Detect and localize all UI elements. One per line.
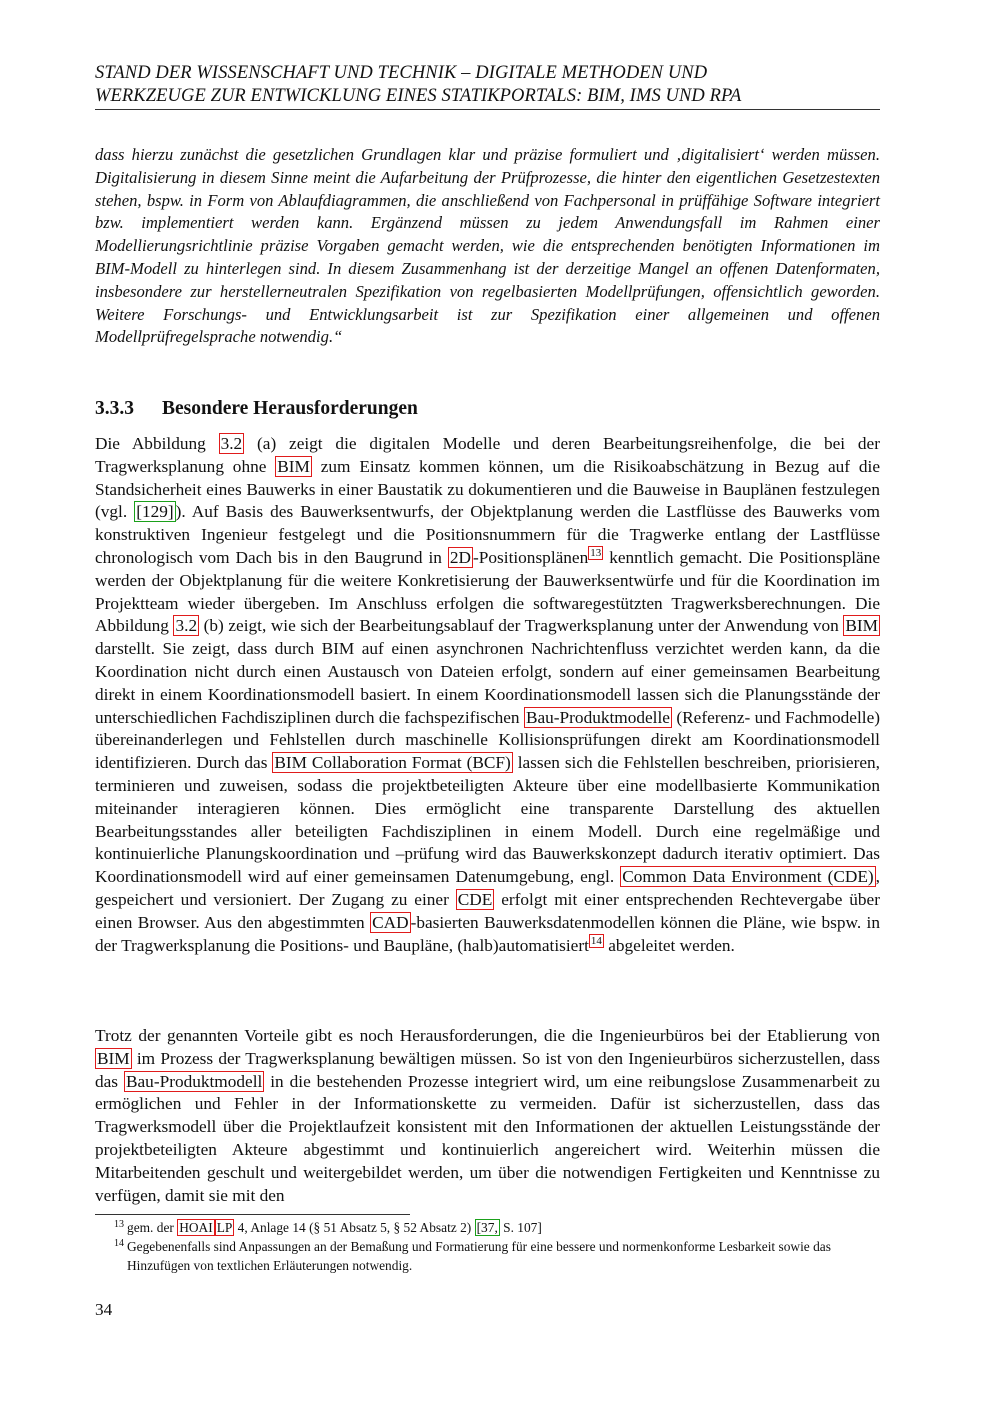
text-run: 4, Anlage 14 (§ 51 Absatz 5, § 52 Absatz 2) [234,1220,475,1235]
header-rule [95,109,880,110]
text-run: (Referenz- und Fachmodelle) übereinanderlegen und Fehlstellen durch maschinelle Kollisionsprüfungen direkt am Koordinationsmodell identifizieren. Durch das [95,707,881,773]
text-run: S. 107] [499,1220,542,1235]
text-run: ). Auf Basis des Bauwerksentwurfs, der Objektplanung werden die Lastflüsse des Bauwerks vom konstruktiven Ingenieur festgelegt und die Positionsnummern für die Tragwerke entlang der Lastflüsse chronologisch vom Dach bis in den Baugrund in [95,502,880,567]
acronym-link-hoai[interactable]: HOAI [179,1220,213,1235]
figure-link[interactable]: 3.2 [220,434,243,453]
paragraph-2 [95,1025,880,1207]
footnote-13 [95,1218,880,1237]
acronym-link-cde-full[interactable]: Common Data Environment (CDE) [622,867,874,887]
text-run: darstellt. Sie zeigt, dass durch BIM auf einen asynchronen Nachrichtenfluss verzichtet werden kann, da die Koordination nicht durch einen Austausch von Dateien erfolgt, sondern auf einer gemeinsamen Bearbeitung direkt in einem Koordinationsmodell basiert. In einem Koordinationsmodell lassen sich die Planungsstände der unterschiedlichen Fachdisziplinen durch die fachspezifischen [95,639,880,727]
figure-link[interactable]: 3.2 [175,616,198,636]
text-run: lassen sich die Fehlstellen beschreiben, priorisieren, terminieren und zuweisen, sodass die projektbeteiligten Akteure über eine modellbasierte Kommunikation miteinander interagieren können. Dies ermöglicht eine transparente Darstellung des aktuellen Bearbeitungsstandes aller beteiligten Fachdisziplinen in einem Modell. Durch eine regelmäßige und kontinuierliche Planungskoordination und –prüfung wird das Bauwerkskonzept dadurch iterativ optimiert. Das Koordinationsmodell wird auf einer gemeinsamen Datenumgebung, engl. [95,753,880,887]
acronym-link-bcf[interactable]: BIM Collaboration Format (BCF) [274,753,511,773]
quote-continuation: dass hierzu zunächst die gesetzlichen Grundlagen klar und präzise formuliert und ‚digitalisiert‘ werden müssen. Digitalisierung in diesem Sinne meint die Aufarbeitung der Prüfprozesse, die hinter den eigentlichen Gesetzestexten stehen, bspw. in Form von Ablaufdiagrammen, die anschließend von Fachpersonal in prüffähige Software integriert bzw. implementiert werden kann. Ergänzend müssen zu jedem Anwendungsfall im Rahmen einer Modellierungsrichtlinie präzise Vorgaben gemacht werden, wie die entsprechenden benötigten Informationen im BIM-Modell zu hinterlegen sind. In diesem Zusammenhang ist der derzeitige Mangel an offenen Datenformaten, insbesondere zur herstellerneutralen Spezifikation von regelbasierten Modellprüfungen, offensichtlich geworden. Weitere Forschungs- und Entwicklungsarbeit ist zur Spezifikation einer allgemeinen und offenen Modellprüfregelsprache notwendig.“ [95,145,880,347]
acronym-link-bim[interactable]: BIM [845,616,878,636]
citation-link[interactable]: [37, [476,1220,498,1235]
glossary-link-bau-produktmodelle[interactable]: Bau-Produktmodelle [525,707,670,727]
text-run: Die Abbildung [95,434,219,453]
text-run: im Prozess der Tragwerksplanung bewältigen müssen. So ist von den Ingenieurbüros sicherzustellen, dass das [95,1048,880,1091]
acronym-link-cde[interactable]: CDE [457,889,493,909]
running-header-line-1: STAND DER WISSENSCHAFT UND TECHNIK – DIGITALE METHODEN UND [95,63,708,83]
acronym-link-bim[interactable]: BIM [97,1048,130,1068]
paragraph-1 [95,433,880,957]
glossary-link-bau-produktmodell[interactable]: Bau-Produktmodell [125,1071,263,1091]
text-run: gem. der [127,1220,178,1235]
footnote-link-14[interactable]: 14 [590,934,602,947]
citation-link[interactable]: [129] [136,502,174,522]
text-run: in die bestehenden Prozesse integriert wird, um eine reibungslose Zusammenarbeit zu ermöglichen und Fehler in der Informationskette zu vermeiden. Dafür ist sicherzustellen, dass das Tragwerksmodell über die Projektlaufzeit konsistent mit den Informationen der aktuellen Leistungsstände der projektbeteiligten Akteure abgestimmt und kontinuierlich angereichert wird. Weiterhin müssen die Mitarbeitenden geschult und weitergebildet werden, um über die notwendigen Fertigkeiten und Kenntnisse zu verfügen, damit sie mit den [95,1071,880,1205]
running-header [95,62,880,108]
running-header-line-2: WERKZEUGE ZUR ENTWICKLUNG EINES STATIKPORTALS: BIM, IMS UND RPA [95,86,742,106]
footnotes [95,1218,880,1275]
text-run: (b) zeigt, wie sich der Bearbeitungsablauf der Tragwerksplanung unter der Anwendung von [199,616,844,636]
footnote-rule [95,1214,410,1215]
text-run: zum Einsatz kommen können, um die Risikoabschätzung in Bezug auf die Standsicherheit eines Bauwerks in einer Baustatik zu dokumentieren und die Bauweise in Bauplänen festzulegen (vgl. [95,456,880,522]
acronym-link-cad[interactable]: CAD [372,912,409,932]
text-run: -Positionsplänen [473,547,589,567]
footnote-text: Gegebenenfalls sind Anpassungen an der Bemaßung und Formatierung für eine bessere und normenkonforme Lesbarkeit sowie das Hinzufügen von textlichen Erläuterungen notwendig. [127,1239,831,1273]
text-run: erfolgt mit einer entsprechenden Rechtevergabe über einen Browser. Aus den abgestimmten [95,889,880,932]
footnote-mark: 13 [114,1219,124,1230]
text-run: (a) zeigt die digitalen Modelle und deren Bearbeitungsreihenfolge, die bei der Tragwerksplanung ohne [95,434,880,476]
acronym-link-bim[interactable]: BIM [277,456,310,476]
acronym-link-2d[interactable]: 2D [449,547,472,567]
text-run: , gespeichert und versioniert. Der Zugang zu einer [95,867,880,909]
text-run: abgeleitet werden. [603,935,735,955]
section-title: Besondere Herausforderungen [162,398,418,419]
section-number: 3.3.3 [95,398,134,419]
acronym-link-lp[interactable]: LP [216,1220,233,1235]
text-run: Trotz der genannten Vorteile gibt es noch Herausforderungen, die die Ingenieurbüros bei der Etablierung von [95,1026,880,1045]
footnote-link-13[interactable]: 13 [590,547,602,560]
text-run: kenntlich gemacht. Die Positionspläne werden der Objektplanung für die weitere Konkretisierung der Bauwerksentwürfe und für die Koordination im Projektteam wieder übergeben. Im Anschluss erfolgen die softwaregestützten Tragwerksberechnungen. Die Abbildung [95,547,880,636]
footnote-14 [95,1237,880,1275]
footnote-text [127,1218,880,1237]
page-number: 34 [95,1300,113,1319]
footnote-mark: 14 [114,1238,124,1249]
section-heading [95,396,880,422]
text-run: -basierten Bauwerksdatenmodellen können die Pläne, wie bspw. in der Tragwerksplanung die Positions- und Baupläne, (halb)automatisiert [95,912,880,955]
